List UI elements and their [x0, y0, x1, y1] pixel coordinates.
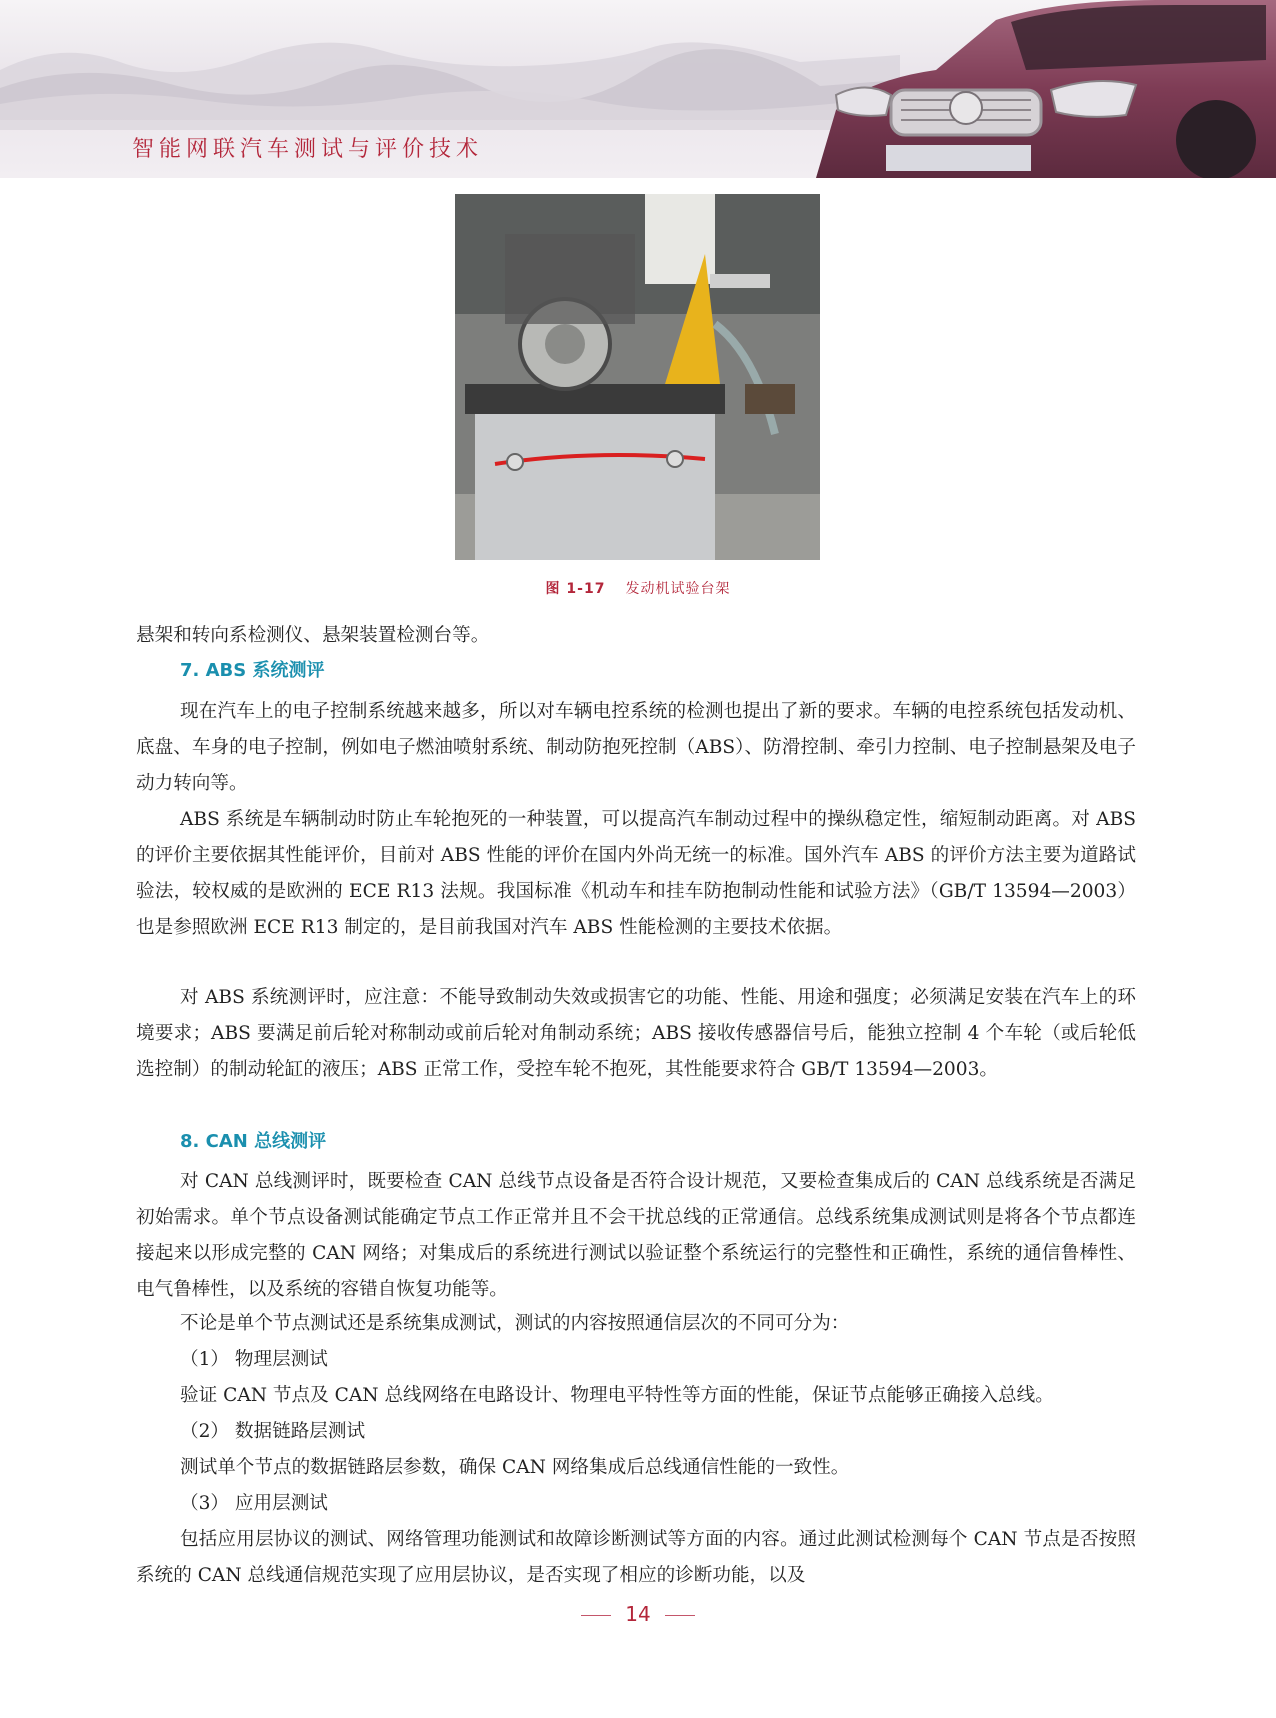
running-title: 智能网联汽车测试与评价技术 — [132, 137, 484, 162]
item-physical-layer-title: （1） 物理层测试 — [180, 1349, 328, 1370]
page-number-value: 14 — [625, 1602, 651, 1626]
paragraph-can-1: 对 CAN 总线测评时，既要检查 CAN 总线节点设备是否符合设计规范，又要检查集成后的 CAN 总线系统是否满足初始需求。单个节点设备测试能确定节点工作正常并且不会干扰总线的正常通信。总线系统集成测试则是将各个节点都连接起来以形成完整的 CAN 网络；对集成后的系统进行测试以验证整个系统运行的完整性和正确性，系统的通信鲁棒性、电气鲁棒性，以及系统的容错自恢复功能等。 — [136, 1171, 1136, 1300]
paragraph-abs-1: 现在汽车上的电子控制系统越来越多，所以对车辆电控系统的检测也提出了新的要求。车辆的电控系统包括发动机、底盘、车身的电子控制，例如电子燃油喷射系统、制动防抱死控制（ABS）、防滑控制、牵引力控制、电子控制悬架及电子动力转向等。 — [136, 701, 1136, 794]
paragraph-continuation: 悬架和转向系检测仪、悬架装置检测台等。 — [136, 625, 490, 646]
engine-test-bench-image — [455, 194, 820, 560]
car-photo-decoration — [796, 0, 1276, 178]
page-number — [0, 1602, 1276, 1626]
figure-engine-test-bench-photo — [455, 194, 820, 560]
item-physical-layer-text: 验证 CAN 节点及 CAN 总线网络在电路设计、物理电平特性等方面的性能，保证节点能够正确接入总线。 — [180, 1385, 1054, 1406]
page-number-left-dash — [581, 1615, 611, 1616]
figure-number: 图 1-17 — [545, 581, 606, 597]
section-heading-abs: 7. ABS 系统测评 — [180, 660, 325, 681]
item-application-layer-text: 包括应用层协议的测试、网络管理功能测试和故障诊断测试等方面的内容。通过此测试检测每个 CAN 节点是否按照系统的 CAN 总线通信规范实现了应用层协议，是否实现了相应的诊断功能，以及 — [136, 1529, 1136, 1586]
item-data-link-layer-title: （2） 数据链路层测试 — [180, 1421, 366, 1442]
page-number-right-dash — [665, 1615, 695, 1616]
page-header — [0, 0, 1276, 178]
paragraph-abs-2: ABS 系统是车辆制动时防止车轮抱死的一种装置，可以提高汽车制动过程中的操纵稳定性，缩短制动距离。对 ABS 的评价主要依据其性能评价，目前对 ABS 性能的评价在国内外尚无统一的标准。国外汽车 ABS 的评价方法主要为道路试验法，较权威的是欧洲的 ECE R13 法规。我国标准《机动车和挂车防抱制动性能和试验方法》（GB/T 13594—2003）也是参照欧洲 ECE R13 制定的，是目前我国对汽车 ABS 性能检测的主要技术依据。 — [136, 809, 1136, 938]
item-application-layer-title: （3） 应用层测试 — [180, 1493, 328, 1514]
figure-caption — [0, 578, 1276, 598]
item-data-link-layer-text: 测试单个节点的数据链路层参数，确保 CAN 网络集成后总线通信性能的一致性。 — [180, 1457, 850, 1478]
paragraph-abs-3: 对 ABS 系统测评时，应注意：不能导致制动失效或损害它的功能、性能、用途和强度；必须满足安装在汽车上的环境要求；ABS 要满足前后轮对称制动或前后轮对角制动系统；ABS 接收传感器信号后，能独立控制 4 个车轮（或后轮低选控制）的制动轮缸的液压；ABS 正常工作，受控车轮不抱死，其性能要求符合 GB/T 13594—2003。 — [136, 987, 1136, 1080]
section-heading-can: 8. CAN 总线测评 — [180, 1131, 327, 1152]
figure-caption-text: 发动机试验台架 — [625, 581, 731, 597]
paragraph-can-2: 不论是单个节点测试还是系统集成测试，测试的内容按照通信层次的不同可分为： — [180, 1313, 850, 1334]
